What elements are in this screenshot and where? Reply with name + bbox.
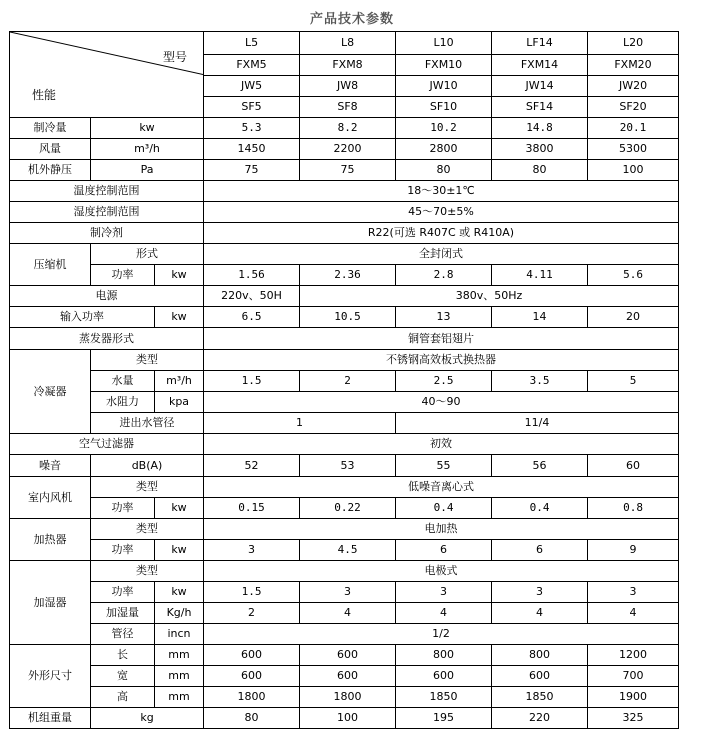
model-cell: JW10 <box>396 76 492 97</box>
value-cell: 75 <box>204 160 300 181</box>
value-cell: 1850 <box>396 687 492 708</box>
row-label: 温度控制范围 <box>10 181 204 202</box>
model-cell: LF14 <box>492 32 588 55</box>
value-cell: 1900 <box>588 687 679 708</box>
value-cell: 6 <box>492 540 588 561</box>
model-cell: FXM14 <box>492 55 588 76</box>
unit-cell: kw <box>155 498 204 519</box>
value-cell: 600 <box>204 645 300 666</box>
value-cell: 10.2 <box>396 118 492 139</box>
row-noise <box>10 455 679 477</box>
row-compressor-power <box>10 265 679 286</box>
row-heater-type <box>10 519 679 540</box>
model-cell: FXM8 <box>300 55 396 76</box>
row-airflow <box>10 139 679 160</box>
row-label: 制冷量 <box>10 118 91 139</box>
model-cell: FXM5 <box>204 55 300 76</box>
value-cell: 3 <box>204 540 300 561</box>
value-cell: 20 <box>588 307 679 328</box>
model-cell: JW5 <box>204 76 300 97</box>
value-cell: 1/2 <box>204 624 679 645</box>
row-air-filter <box>10 434 679 455</box>
value-cell: 1 <box>204 413 396 434</box>
value-cell: 4 <box>492 603 588 624</box>
value-cell: 初效 <box>204 434 679 455</box>
value-cell: 13 <box>396 307 492 328</box>
value-cell: 600 <box>396 666 492 687</box>
value-cell: 80 <box>492 160 588 181</box>
value-cell: 电极式 <box>204 561 679 582</box>
value-cell: 5 <box>588 371 679 392</box>
row-heater-power <box>10 540 679 561</box>
value-cell: 2.5 <box>396 371 492 392</box>
model-cell: FXM10 <box>396 55 492 76</box>
unit-cell: mm <box>155 666 204 687</box>
row-humidifier-power <box>10 582 679 603</box>
row-temp-range <box>10 181 679 202</box>
value-cell: 700 <box>588 666 679 687</box>
row-label: 空气过滤器 <box>10 434 204 455</box>
diagonal-line <box>10 32 203 117</box>
value-cell: 75 <box>300 160 396 181</box>
row-indoor-fan-type <box>10 477 679 498</box>
row-label: 机外静压 <box>10 160 91 181</box>
value-cell: 1800 <box>300 687 396 708</box>
sub-label: 功率 <box>91 498 155 519</box>
row-condenser-pipe <box>10 413 679 434</box>
row-label: 风量 <box>10 139 91 160</box>
sub-label: 水阻力 <box>91 392 155 413</box>
value-cell: 45～70±5% <box>204 202 679 223</box>
row-label: 蒸发器形式 <box>10 328 204 350</box>
value-cell: 3 <box>396 582 492 603</box>
value-cell: 53 <box>300 455 396 477</box>
value-cell: 100 <box>300 708 396 729</box>
value-cell: 52 <box>204 455 300 477</box>
row-label: 室内风机 <box>10 477 91 519</box>
value-cell: 11/4 <box>396 413 679 434</box>
row-humidifier-pipe <box>10 624 679 645</box>
value-cell: 220v、50H <box>204 286 300 307</box>
value-cell: 14.8 <box>492 118 588 139</box>
header-row-1 <box>10 32 679 55</box>
unit-cell: kpa <box>155 392 204 413</box>
row-dimension-width <box>10 666 679 687</box>
value-cell: 3.5 <box>492 371 588 392</box>
unit-cell: mm <box>155 687 204 708</box>
value-cell: 600 <box>492 666 588 687</box>
row-label: 噪音 <box>10 455 91 477</box>
value-cell: 2800 <box>396 139 492 160</box>
row-power-supply <box>10 286 679 307</box>
value-cell: 5.6 <box>588 265 679 286</box>
value-cell: 5.3 <box>204 118 300 139</box>
value-cell: 40～90 <box>204 392 679 413</box>
row-indoor-fan-power <box>10 498 679 519</box>
row-refrigerant <box>10 223 679 244</box>
value-cell: 800 <box>396 645 492 666</box>
value-cell: 1800 <box>204 687 300 708</box>
sub-label: 宽 <box>91 666 155 687</box>
value-cell: 0.15 <box>204 498 300 519</box>
model-cell: L5 <box>204 32 300 55</box>
value-cell: 2 <box>300 371 396 392</box>
unit-cell: m³/h <box>91 139 204 160</box>
row-label: 加热器 <box>10 519 91 561</box>
value-cell: 6.5 <box>204 307 300 328</box>
value-cell: 600 <box>300 666 396 687</box>
model-cell: L10 <box>396 32 492 55</box>
value-cell: R22(可选 R407C 或 R410A) <box>204 223 679 244</box>
value-cell: 380v、50Hz <box>300 286 679 307</box>
value-cell: 2.36 <box>300 265 396 286</box>
row-compressor-form <box>10 244 679 265</box>
value-cell: 2200 <box>300 139 396 160</box>
value-cell: 600 <box>204 666 300 687</box>
unit-cell: kw <box>155 582 204 603</box>
unit-cell: mm <box>155 645 204 666</box>
sub-label: 功率 <box>91 265 155 286</box>
value-cell: 600 <box>300 645 396 666</box>
value-cell: 0.4 <box>492 498 588 519</box>
value-cell: 0.8 <box>588 498 679 519</box>
value-cell: 铜管套铝翅片 <box>204 328 679 350</box>
value-cell: 4 <box>588 603 679 624</box>
model-cell: SF5 <box>204 97 300 118</box>
value-cell: 6 <box>396 540 492 561</box>
sub-label: 类型 <box>91 350 204 371</box>
unit-cell: Kg/h <box>155 603 204 624</box>
row-label: 冷凝器 <box>10 350 91 434</box>
sub-label: 加湿量 <box>91 603 155 624</box>
model-cell: JW8 <box>300 76 396 97</box>
row-cooling <box>10 118 679 139</box>
value-cell: 3800 <box>492 139 588 160</box>
sub-label: 类型 <box>91 561 204 582</box>
spec-table <box>9 31 679 729</box>
value-cell: 4.5 <box>300 540 396 561</box>
value-cell: 9 <box>588 540 679 561</box>
value-cell: 10.5 <box>300 307 396 328</box>
model-cell: L20 <box>588 32 679 55</box>
unit-cell: kw <box>155 265 204 286</box>
model-label: 型号 <box>163 50 188 64</box>
row-label: 制冷剂 <box>10 223 204 244</box>
value-cell: 55 <box>396 455 492 477</box>
model-cell: FXM20 <box>588 55 679 76</box>
row-label: 机组重量 <box>10 708 91 729</box>
sub-label: 长 <box>91 645 155 666</box>
sub-label: 进出水管径 <box>91 413 204 434</box>
unit-cell: m³/h <box>155 371 204 392</box>
value-cell: 2 <box>204 603 300 624</box>
row-humidifier-type <box>10 561 679 582</box>
value-cell: 1.5 <box>204 582 300 603</box>
value-cell: 0.22 <box>300 498 396 519</box>
model-cell: L8 <box>300 32 396 55</box>
row-evaporator <box>10 328 679 350</box>
value-cell: 1450 <box>204 139 300 160</box>
value-cell: 全封闭式 <box>204 244 679 265</box>
value-cell: 3 <box>492 582 588 603</box>
model-cell: JW14 <box>492 76 588 97</box>
value-cell: 1.5 <box>204 371 300 392</box>
row-condenser-type <box>10 350 679 371</box>
value-cell: 56 <box>492 455 588 477</box>
value-cell: 低噪音离心式 <box>204 477 679 498</box>
row-input-power <box>10 307 679 328</box>
unit-cell: kw <box>155 540 204 561</box>
value-cell: 不锈钢高效板式换热器 <box>204 350 679 371</box>
model-cell: SF8 <box>300 97 396 118</box>
value-cell: 800 <box>492 645 588 666</box>
model-cell: JW20 <box>588 76 679 97</box>
sub-label: 功率 <box>91 540 155 561</box>
sub-label: 功率 <box>91 582 155 603</box>
row-label: 湿度控制范围 <box>10 202 204 223</box>
model-cell: SF14 <box>492 97 588 118</box>
value-cell: 220 <box>492 708 588 729</box>
value-cell: 4.11 <box>492 265 588 286</box>
value-cell: 4 <box>396 603 492 624</box>
value-cell: 3 <box>300 582 396 603</box>
value-cell: 60 <box>588 455 679 477</box>
value-cell: 5300 <box>588 139 679 160</box>
sub-label: 水量 <box>91 371 155 392</box>
row-static-pressure <box>10 160 679 181</box>
value-cell: 20.1 <box>588 118 679 139</box>
value-cell: 8.2 <box>300 118 396 139</box>
value-cell: 电加热 <box>204 519 679 540</box>
row-condenser-water <box>10 371 679 392</box>
row-label: 压缩机 <box>10 244 91 286</box>
row-weight <box>10 708 679 729</box>
value-cell: 2.8 <box>396 265 492 286</box>
row-label: 电源 <box>10 286 204 307</box>
unit-cell: Pa <box>91 160 204 181</box>
performance-label: 性能 <box>32 88 57 102</box>
value-cell: 4 <box>300 603 396 624</box>
header-diagonal-cell <box>10 32 204 118</box>
value-cell: 0.4 <box>396 498 492 519</box>
row-label: 输入功率 <box>10 307 155 328</box>
row-humidifier-amount <box>10 603 679 624</box>
unit-cell: dB(A) <box>91 455 204 477</box>
row-condenser-resistance <box>10 392 679 413</box>
row-label: 外形尺寸 <box>10 645 91 708</box>
value-cell: 80 <box>396 160 492 181</box>
row-label: 加湿器 <box>10 561 91 645</box>
value-cell: 195 <box>396 708 492 729</box>
sub-label: 类型 <box>91 519 204 540</box>
value-cell: 14 <box>492 307 588 328</box>
unit-cell: kw <box>91 118 204 139</box>
row-dimension-length <box>10 645 679 666</box>
value-cell: 80 <box>204 708 300 729</box>
value-cell: 1.56 <box>204 265 300 286</box>
sub-label: 高 <box>91 687 155 708</box>
sub-label: 类型 <box>91 477 204 498</box>
value-cell: 1850 <box>492 687 588 708</box>
unit-cell: incn <box>155 624 204 645</box>
row-humidity-range <box>10 202 679 223</box>
model-cell: SF10 <box>396 97 492 118</box>
sub-label: 管径 <box>91 624 155 645</box>
value-cell: 18～30±1℃ <box>204 181 679 202</box>
value-cell: 1200 <box>588 645 679 666</box>
unit-cell: kw <box>155 307 204 328</box>
sub-label: 形式 <box>91 244 204 265</box>
unit-cell: kg <box>91 708 204 729</box>
row-dimension-height <box>10 687 679 708</box>
value-cell: 100 <box>588 160 679 181</box>
value-cell: 325 <box>588 708 679 729</box>
page-title: 产品技术参数 <box>309 12 394 27</box>
value-cell: 3 <box>588 582 679 603</box>
model-cell: SF20 <box>588 97 679 118</box>
